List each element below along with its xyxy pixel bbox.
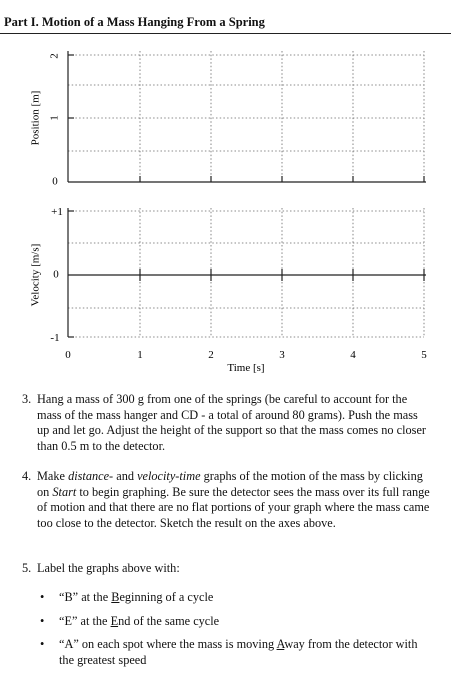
xtick-5: 5 xyxy=(421,349,427,361)
underlined-key-letter: B xyxy=(111,590,120,604)
item-number: 5. xyxy=(22,561,32,575)
velocity-axes xyxy=(68,208,426,337)
label-instructions-list xyxy=(40,590,435,676)
position-ytick-1: 1 xyxy=(48,115,61,121)
list-item: • “A” on each spot where the mass is moving Away from the detector with the greatest speed xyxy=(40,637,418,667)
motion-graphs xyxy=(0,34,451,379)
time-axis-labels xyxy=(65,349,427,361)
bullet-icon: • xyxy=(40,590,45,604)
velocity-ytick-0: 0 xyxy=(53,268,59,281)
page-title: Part I. Motion of a Mass Hanging From a Spring xyxy=(4,15,265,29)
underlined-key-letter: A xyxy=(276,637,285,652)
bullet-icon: • xyxy=(40,637,45,652)
list-item: • “B” at the Beginning of a cycle xyxy=(40,590,214,604)
velocity-ytick-plus1: +1 xyxy=(51,206,63,218)
item-text: Label the graphs above with: xyxy=(37,561,180,575)
list-item: • “E” at the End of the same cycle xyxy=(40,613,220,628)
position-axes xyxy=(68,51,426,182)
item-number: 4. xyxy=(22,469,32,483)
instruction-item-3 xyxy=(22,392,432,454)
item-number: 3. xyxy=(22,392,32,406)
xtick-2: 2 xyxy=(208,349,214,361)
instruction-item-5 xyxy=(22,561,432,577)
instruction-item-4 xyxy=(22,469,432,531)
emphasis-distance: distance- xyxy=(68,469,114,483)
position-grid xyxy=(68,51,424,182)
xtick-3: 3 xyxy=(279,349,285,361)
position-ytick-2: 2 xyxy=(48,53,61,59)
velocity-ytick-minus1: -1 xyxy=(50,332,60,344)
time-axis-label: Time [s] xyxy=(227,362,265,374)
velocity-graph xyxy=(30,206,426,344)
position-graph xyxy=(30,51,426,188)
page-header xyxy=(0,0,451,34)
xtick-0: 0 xyxy=(65,349,71,361)
velocity-ylabel: Velocity [m/s] xyxy=(29,243,42,307)
position-ytick-0: 0 xyxy=(52,175,58,188)
xtick-1: 1 xyxy=(137,349,143,361)
emphasis-velocity-time: velocity-time xyxy=(137,469,201,483)
item-text: Hang a mass of 300 g from one of the springs (be careful to account for the mass of the mass hanger and CD - a total of around 80 grams). Push the mass up and let go. Adjust the height of the support so that the mass comes no closer than 0.5 m to the detector. xyxy=(37,392,426,453)
item-text: Make distance- and velocity-time graphs of the motion of the mass by clicking on Start to begin graphing. Be sure the detector sees the mass over its full range of motion and that there are no flat portions of your graph where the mass came too close to the detector. Sketch the result on the axes above. xyxy=(37,469,430,530)
emphasis-start: Start xyxy=(52,484,77,499)
xtick-4: 4 xyxy=(350,349,356,361)
bullet-icon: • xyxy=(40,613,45,628)
underlined-key-letter: E xyxy=(110,613,119,628)
position-ylabel: Position [m] xyxy=(29,90,42,146)
velocity-grid xyxy=(68,208,424,337)
